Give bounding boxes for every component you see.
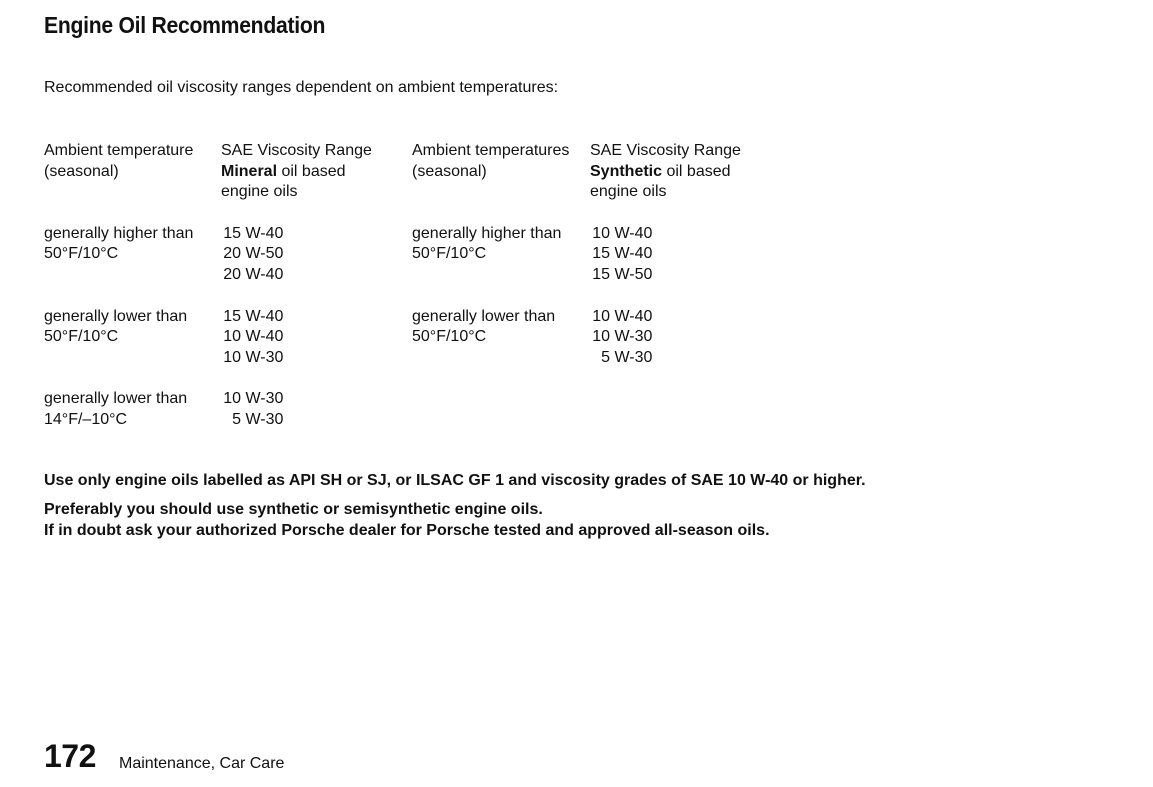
synthetic-range-header-rest: oil based: [662, 162, 731, 180]
synthetic-viscosity-column: [590, 141, 741, 369]
synthetic-oil-grade: 15 W-50: [592, 266, 653, 284]
synthetic-range-header-line1: SAE Viscosity Range: [590, 142, 741, 159]
synthetic-oil-grade: 5 W-30: [601, 348, 653, 366]
mineral-oil-grade: 10 W-30: [223, 348, 284, 366]
mineral-oil-grade: 15 W-40: [223, 307, 284, 325]
recommendation-notes: [44, 470, 866, 541]
synthetic-range-header-line2: [590, 162, 741, 183]
mineral-row1-temp-line2: 50°F/10°C: [44, 245, 119, 263]
synthetic-temp-header-line2: (seasonal): [412, 162, 487, 180]
mineral-oil-grade: 15 W-40: [223, 224, 284, 242]
synthetic-temp-header-line1: Ambient temperatures: [412, 142, 570, 159]
mineral-row3-temp-line1: generally lower than: [44, 390, 188, 408]
synthetic-oil-grade: 10 W-40: [592, 307, 653, 325]
note-synthetic-preferred: Preferably you should use synthetic or semisynthetic engine oils.: [44, 501, 543, 518]
mineral-oil-grade: 5 W-30: [232, 410, 284, 428]
synthetic-bold-word: Synthetic: [590, 162, 663, 180]
mineral-oil-grade: 20 W-50: [223, 245, 284, 263]
synthetic-row1-temp-line2: 50°F/10°C: [412, 245, 487, 263]
section-title: Maintenance, Car Care: [119, 755, 285, 772]
mineral-row2-temp-line1: generally lower than: [44, 307, 188, 325]
mineral-row1-temp-line1: generally higher than: [44, 224, 194, 242]
synthetic-range-header-line3: engine oils: [590, 183, 667, 201]
synthetic-row2-temp-line2: 50°F/10°C: [412, 328, 487, 346]
synthetic-row2-temp-line1: generally lower than: [412, 307, 556, 325]
synthetic-oil-grade: 15 W-40: [592, 245, 653, 263]
mineral-oil-grade: 20 W-40: [223, 266, 284, 284]
page-title: Engine Oil Recommendation: [44, 12, 326, 38]
mineral-temperature-column: [44, 141, 193, 431]
mineral-range-header-line2: [221, 162, 372, 183]
mineral-range-header-line3: engine oils: [221, 183, 298, 201]
page-number: 172: [44, 738, 96, 774]
synthetic-oil-grade: 10 W-30: [592, 328, 653, 346]
mineral-oil-grade: 10 W-40: [223, 328, 284, 346]
note-ask-dealer: If in doubt ask your authorized Porsche dealer for Porsche tested and approved all-season oils.: [44, 522, 770, 539]
mineral-temp-header-line1: Ambient temperature: [44, 142, 194, 159]
mineral-row3-temp-line2: 14°F/–10°C: [44, 410, 128, 428]
note-api-grades: Use only engine oils labelled as API SH or SJ, or ILSAC GF 1 and viscosity grades of SAE 10 W-40 or higher.: [44, 472, 866, 489]
mineral-range-header-rest: oil based: [277, 162, 346, 180]
synthetic-temperature-column: [412, 141, 569, 348]
mineral-viscosity-column: [221, 141, 372, 431]
mineral-range-header-line1: SAE Viscosity Range: [221, 142, 372, 159]
mineral-oil-grade: 10 W-30: [223, 390, 284, 408]
synthetic-oil-grade: 10 W-40: [592, 224, 653, 242]
mineral-bold-word: Mineral: [221, 162, 278, 180]
mineral-row2-temp-line2: 50°F/10°C: [44, 328, 119, 346]
mineral-temp-header-line2: (seasonal): [44, 162, 119, 180]
synthetic-row1-temp-line1: generally higher than: [412, 224, 562, 242]
intro-text: Recommended oil viscosity ranges dependent on ambient temperatures:: [44, 79, 559, 96]
